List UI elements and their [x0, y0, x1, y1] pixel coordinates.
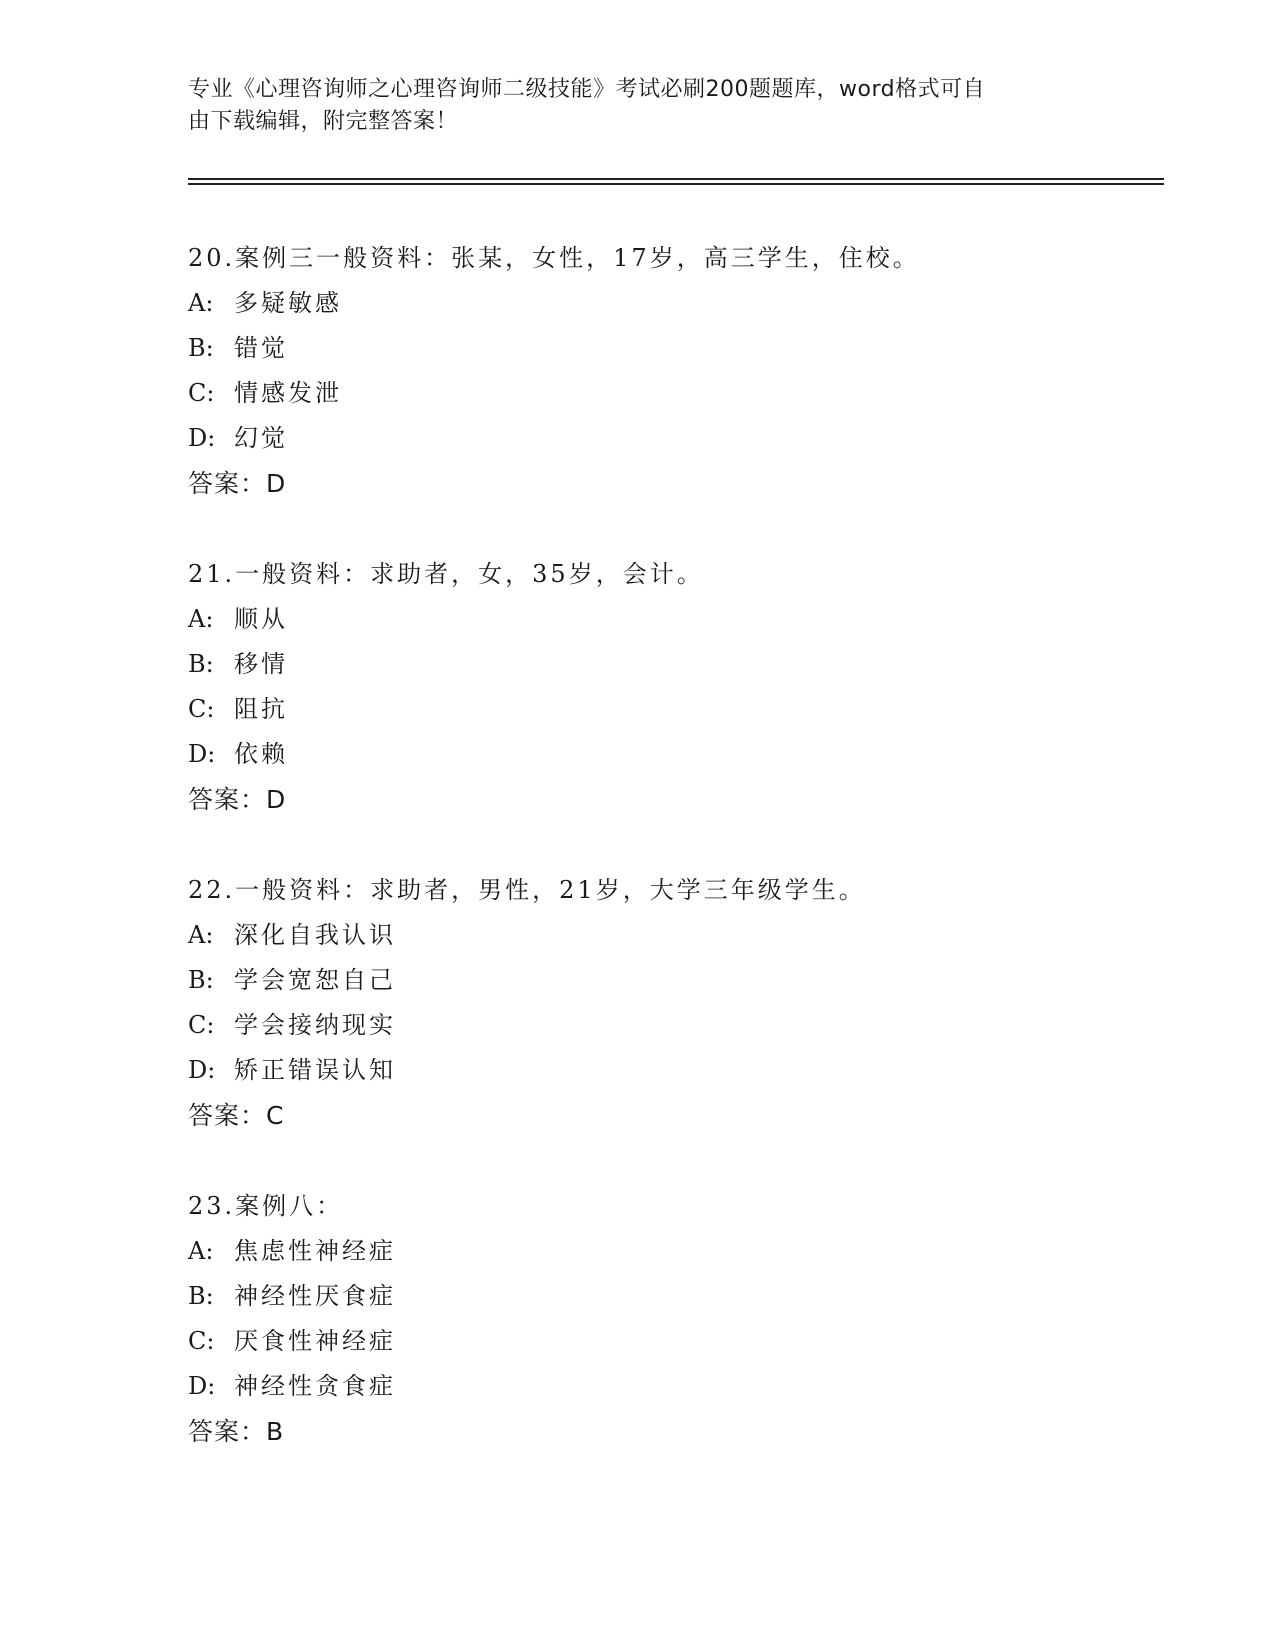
option-letter: C:	[188, 695, 215, 723]
header-line-1: 专业《心理咨询师之心理咨询师二级技能》考试必刷200题题库，word格式可自	[188, 77, 986, 102]
option-text: 幻觉	[234, 424, 288, 452]
option-letter: C:	[188, 1327, 215, 1355]
option-d	[188, 1364, 1148, 1409]
option-c	[188, 371, 1148, 416]
option-letter: A:	[188, 605, 214, 633]
answer-line: 答案：B	[188, 1417, 285, 1446]
option-c	[188, 1319, 1148, 1364]
option-text: 学会接纳现实	[234, 1011, 396, 1039]
answer-line: 答案：D	[188, 469, 287, 498]
question-title: 20.案例三一般资料：张某，女性，17岁，高三学生，住校。	[188, 244, 920, 272]
option-letter: B:	[188, 650, 214, 678]
option-text: 顺从	[234, 605, 288, 633]
option-text: 移情	[234, 650, 288, 678]
question-title: 21.一般资料：求助者，女，35岁，会计。	[188, 560, 704, 588]
option-text: 依赖	[234, 740, 288, 768]
question-21	[188, 552, 1148, 823]
option-d	[188, 732, 1148, 777]
question-title: 22.一般资料：求助者，男性，21岁，大学三年级学生。	[188, 876, 866, 904]
option-letter: D:	[188, 424, 216, 452]
option-letter: D:	[188, 740, 216, 768]
option-a	[188, 597, 1148, 642]
option-text: 矫正错误认知	[234, 1056, 396, 1084]
header-line-2: 由下载编辑，附完整答案！	[188, 109, 459, 134]
option-letter: B:	[188, 334, 214, 362]
option-letter: B:	[188, 1282, 214, 1310]
option-letter: A:	[188, 921, 214, 949]
option-b	[188, 326, 1148, 371]
option-text: 多疑敏感	[234, 289, 342, 317]
option-text: 厌食性神经症	[234, 1327, 396, 1355]
option-letter: C:	[188, 379, 215, 407]
option-text: 情感发泄	[234, 379, 342, 407]
option-d	[188, 416, 1148, 461]
header-divider-bottom	[188, 183, 1164, 185]
option-text: 焦虑性神经症	[234, 1237, 396, 1265]
question-22	[188, 868, 1148, 1139]
document-header	[188, 74, 1088, 138]
header-divider-top	[188, 178, 1164, 180]
option-letter: C:	[188, 1011, 215, 1039]
option-b	[188, 958, 1148, 1003]
option-text: 学会宽恕自己	[234, 966, 396, 994]
option-text: 神经性贪食症	[234, 1372, 396, 1400]
question-title: 23.案例八：	[188, 1192, 344, 1220]
option-d	[188, 1048, 1148, 1093]
option-letter: D:	[188, 1372, 216, 1400]
question-20	[188, 236, 1148, 507]
option-text: 阻抗	[234, 695, 288, 723]
option-a	[188, 913, 1148, 958]
option-a	[188, 281, 1148, 326]
option-c	[188, 687, 1148, 732]
option-letter: D:	[188, 1056, 216, 1084]
answer-line: 答案：D	[188, 785, 287, 814]
question-list	[188, 236, 1148, 1500]
option-b	[188, 642, 1148, 687]
option-text: 神经性厌食症	[234, 1282, 396, 1310]
option-letter: B:	[188, 966, 214, 994]
option-text: 错觉	[234, 334, 288, 362]
option-a	[188, 1229, 1148, 1274]
answer-line: 答案：C	[188, 1101, 285, 1130]
option-letter: A:	[188, 289, 214, 317]
option-b	[188, 1274, 1148, 1319]
option-c	[188, 1003, 1148, 1048]
option-text: 深化自我认识	[234, 921, 396, 949]
option-letter: A:	[188, 1237, 214, 1265]
question-23	[188, 1184, 1148, 1455]
